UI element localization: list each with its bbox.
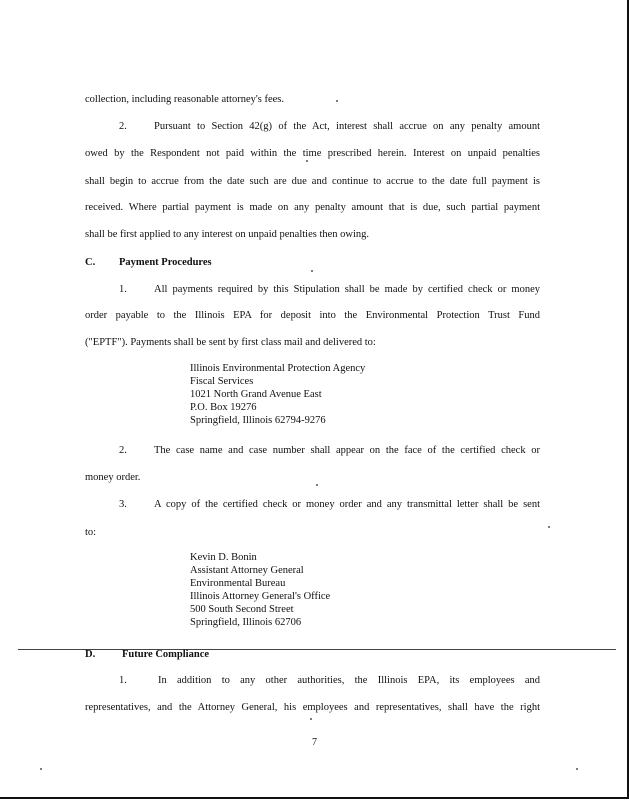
address-block-epa — [190, 362, 365, 427]
text-line: shall begin to accrue from the date such are due and continue to accrue to the date full payment is — [85, 176, 540, 187]
paragraph-number: 2. — [119, 121, 127, 132]
scan-speck — [310, 718, 312, 720]
scan-speck — [576, 768, 578, 770]
scan-speck — [40, 768, 42, 770]
paragraph-number: 1. — [119, 675, 127, 686]
text-line: owed by the Respondent not paid within the time prescribed herein. Interest on unpaid penalties — [85, 148, 540, 159]
address-line: Kevin D. Bonin — [190, 552, 257, 563]
address-line: Illinois Environmental Protection Agency — [190, 363, 366, 374]
section-heading: Future Compliance — [122, 649, 210, 660]
address-line: P.O. Box 19276 — [190, 402, 257, 413]
text-line: The case name and case number shall appear on the face of the certified check or — [154, 445, 540, 456]
text-line: A copy of the certified check or money order and any transmittal letter shall be sent — [154, 499, 540, 510]
paragraph-number: 1. — [119, 284, 127, 295]
text-line: order payable to the Illinois EPA for deposit into the Environmental Protection Trust Fund — [85, 310, 540, 321]
text-line: received. Where partial payment is made on any penalty amount that is due, such partial payment — [85, 202, 540, 213]
section-letter: D. — [85, 649, 96, 660]
text-line: All payments required by this Stipulation shall be made by certified check or money — [154, 284, 540, 295]
text-line: collection, including reasonable attorney's fees. — [85, 94, 284, 105]
paragraph-number: 3. — [119, 499, 127, 510]
page-number: 7 — [312, 737, 317, 748]
paragraph-number: 2. — [119, 445, 127, 456]
section-letter: C. — [85, 257, 96, 268]
text-line: shall be first applied to any interest on unpaid penalties then owing. — [85, 229, 370, 240]
text-line: In addition to any other authorities, the Illinois EPA, its employees and — [158, 675, 540, 686]
scan-rule — [18, 649, 616, 650]
address-line: 500 South Second Street — [190, 604, 294, 615]
text-line: ("EPTF"). Payments shall be sent by first class mail and delivered to: — [85, 337, 376, 348]
scan-speck — [548, 526, 550, 528]
text-line: money order. — [85, 472, 141, 483]
address-line: Fiscal Services — [190, 376, 254, 387]
address-line: Springfield, Illinois 62706 — [190, 617, 302, 628]
scan-speck — [336, 100, 338, 102]
scan-speck — [311, 270, 313, 272]
address-line: Assistant Attorney General — [190, 565, 304, 576]
section-heading: Payment Procedures — [119, 257, 212, 268]
scan-speck — [306, 160, 308, 162]
text-line: Pursuant to Section 42(g) of the Act, interest shall accrue on any penalty amount — [154, 121, 540, 132]
address-line: Illinois Attorney General's Office — [190, 591, 331, 602]
address-block-attorney-general — [190, 551, 330, 629]
scan-speck — [316, 484, 318, 486]
address-line: Springfield, Illinois 62794-9276 — [190, 415, 326, 426]
address-line: Environmental Bureau — [190, 578, 286, 589]
text-line: to: — [85, 527, 97, 538]
address-line: 1021 North Grand Avenue East — [190, 389, 322, 400]
text-line: representatives, and the Attorney General, his employees and representatives, shall have the right — [85, 702, 540, 713]
